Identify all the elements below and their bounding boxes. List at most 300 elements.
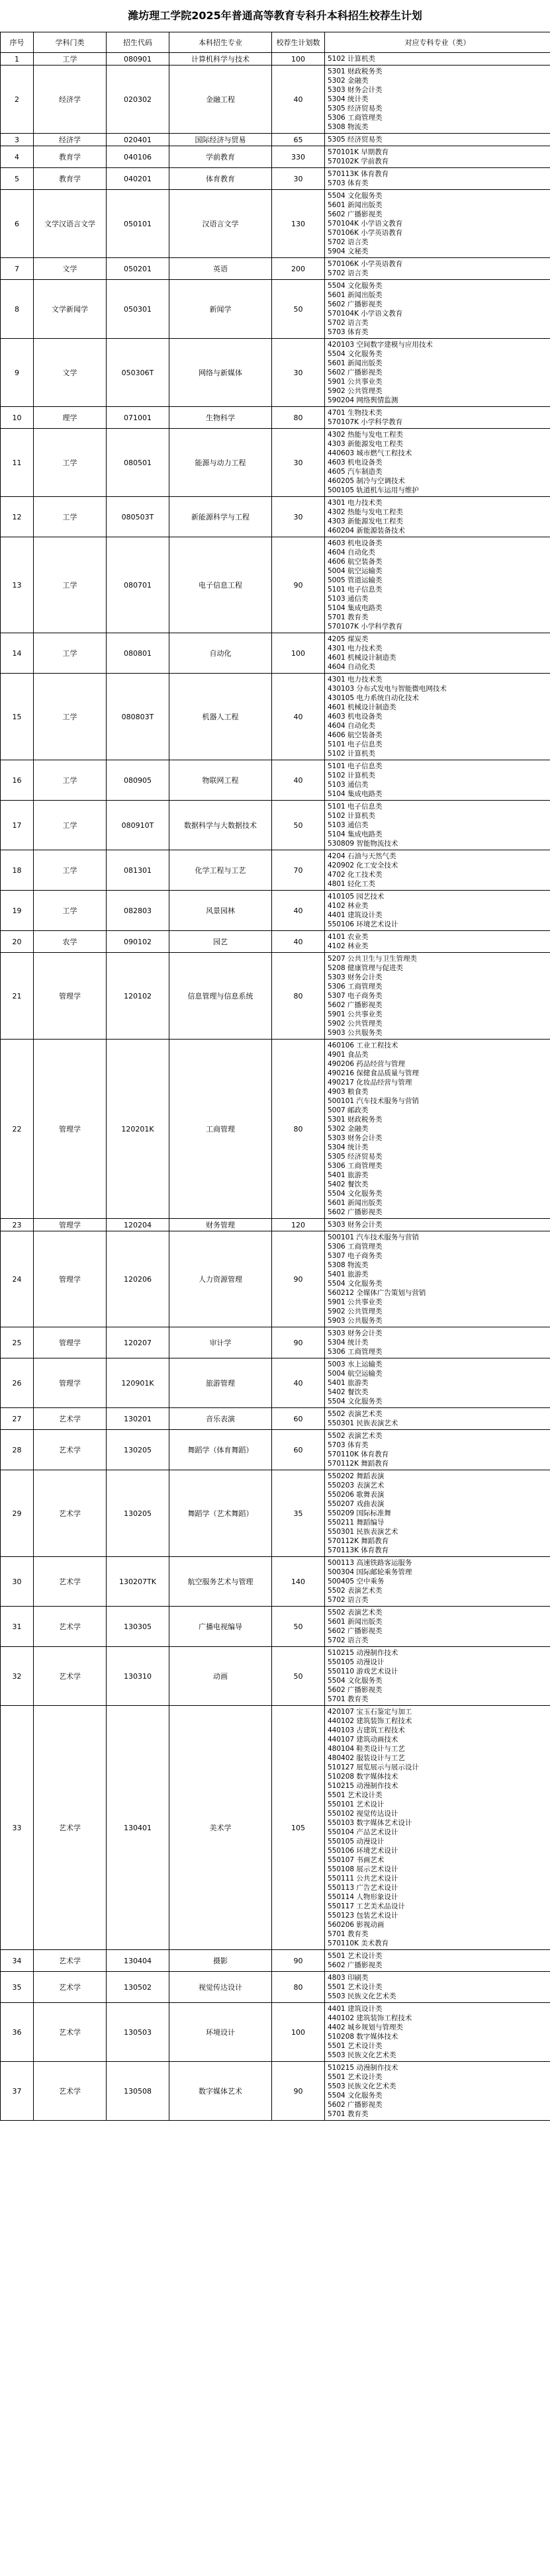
cell-specialties xyxy=(325,339,550,407)
table-row xyxy=(1,429,550,497)
specialty-item: 5502 表演艺术类 xyxy=(328,1587,383,1595)
cell-major: 舞蹈学（艺术舞蹈） xyxy=(169,1470,272,1557)
cell-major: 视觉传达设计 xyxy=(169,1972,272,2003)
specialty-item: 5304 统计类 xyxy=(328,95,369,103)
cell-major: 人力资源管理 xyxy=(169,1231,272,1327)
page-title: 潍坊理工学院2025年普通高等教育专科升本科招生校荐生计划 xyxy=(128,9,422,22)
table-row xyxy=(1,1408,550,1430)
cell-code: 071001 xyxy=(107,407,169,429)
cell-major: 舞蹈学（体育舞蹈） xyxy=(169,1430,272,1470)
cell-plan: 30 xyxy=(272,339,325,407)
specialty-item: 550301 民族表演艺术 xyxy=(328,1528,398,1536)
specialty-item: 410105 园艺技术 xyxy=(328,893,385,901)
specialty-item: 5701 教育类 xyxy=(328,1930,369,1938)
specialty-item: 5504 文化服务类 xyxy=(328,1398,383,1405)
cell-code: 120102 xyxy=(107,953,169,1040)
specialty-item: 440102 建筑装饰工程技术 xyxy=(328,2014,412,2022)
cell-category: 经济学 xyxy=(34,134,107,146)
cell-category: 教育学 xyxy=(34,168,107,190)
cell-category: 艺术学 xyxy=(34,1557,107,1607)
cell-plan: 140 xyxy=(272,1557,325,1607)
specialty-item: 550103 数字媒体艺术设计 xyxy=(328,1819,412,1827)
table-row xyxy=(1,1430,550,1470)
specialty-item: 5602 广播影视类 xyxy=(328,369,383,377)
cell-category: 艺术学 xyxy=(34,1607,107,1647)
table-row xyxy=(1,1950,550,1972)
specialty-item: 4702 化工技术类 xyxy=(328,871,383,879)
cell-specialties xyxy=(325,1950,550,1972)
specialty-item: 550206 歌舞表演 xyxy=(328,1491,385,1499)
cell-no: 34 xyxy=(1,1950,34,1972)
table-row xyxy=(1,1470,550,1557)
cell-category: 理学 xyxy=(34,407,107,429)
cell-major: 审计学 xyxy=(169,1327,272,1358)
cell-no: 23 xyxy=(1,1219,34,1231)
cell-plan: 30 xyxy=(272,429,325,497)
cell-code: 130207TK xyxy=(107,1557,169,1607)
cell-major: 化学工程与工艺 xyxy=(169,850,272,891)
cell-plan: 40 xyxy=(272,931,325,953)
specialty-item: 510208 数字媒体技术 xyxy=(328,1773,398,1781)
cell-plan: 90 xyxy=(272,1327,325,1358)
specialty-item: 5306 工商管理类 xyxy=(328,1243,383,1251)
cell-plan: 65 xyxy=(272,134,325,146)
table-row xyxy=(1,1040,550,1219)
specialty-item: 5102 计算机类 xyxy=(328,750,376,758)
cell-no: 35 xyxy=(1,1972,34,2003)
specialty-item: 570107K 小学科学教育 xyxy=(328,623,403,631)
table-row xyxy=(1,1219,550,1231)
cell-code: 130401 xyxy=(107,1706,169,1950)
cell-plan: 90 xyxy=(272,1231,325,1327)
specialty-item: 550104 产品艺术设计 xyxy=(328,1828,398,1836)
cell-specialties xyxy=(325,1219,550,1231)
cell-no: 24 xyxy=(1,1231,34,1327)
cell-major: 动画 xyxy=(169,1647,272,1706)
cell-no: 15 xyxy=(1,674,34,760)
cell-major: 体育教育 xyxy=(169,168,272,190)
cell-code: 130503 xyxy=(107,2003,169,2062)
specialty-item: 560206 影视动画 xyxy=(328,1921,385,1929)
specialty-item: 5504 文化服务类 xyxy=(328,282,383,290)
specialty-item: 4701 生物技术类 xyxy=(328,409,383,417)
cell-code: 080901 xyxy=(107,53,169,66)
cell-no: 29 xyxy=(1,1470,34,1557)
cell-specialties xyxy=(325,931,550,953)
table-row xyxy=(1,66,550,134)
specialty-item: 4606 航空装备类 xyxy=(328,558,383,566)
specialty-item: 4204 石油与天然气类 xyxy=(328,852,396,860)
specialty-item: 5208 健康管理与促进类 xyxy=(328,964,404,972)
cell-category: 文学新闻学 xyxy=(34,280,107,339)
cell-no: 33 xyxy=(1,1706,34,1950)
specialty-item: 5701 教育类 xyxy=(328,613,369,621)
cell-no: 5 xyxy=(1,168,34,190)
specialty-item: 4604 自动化类 xyxy=(328,663,376,671)
specialty-item: 5502 表演艺术类 xyxy=(328,1432,383,1440)
specialty-item: 5303 财务会计类 xyxy=(328,1134,383,1142)
cell-category: 工学 xyxy=(34,850,107,891)
header-no: 序号 xyxy=(1,32,34,53)
specialty-item: 5703 体育类 xyxy=(328,179,369,187)
cell-plan: 40 xyxy=(272,760,325,801)
specialty-item: 570102K 学前教育 xyxy=(328,157,389,165)
cell-no: 30 xyxy=(1,1557,34,1607)
specialty-item: 5901 公共事业类 xyxy=(328,1010,383,1018)
specialty-item: 4903 粮食类 xyxy=(328,1088,369,1096)
specialty-item: 570106K 小学英语教育 xyxy=(328,260,403,268)
cell-specialties xyxy=(325,134,550,146)
specialty-item: 4603 机电设备类 xyxy=(328,539,383,547)
specialty-item: 550202 舞蹈表演 xyxy=(328,1472,385,1480)
specialty-item: 460205 制冷与空调技术 xyxy=(328,477,405,485)
cell-category: 工学 xyxy=(34,801,107,850)
cell-no: 21 xyxy=(1,953,34,1040)
cell-plan: 50 xyxy=(272,801,325,850)
cell-plan: 35 xyxy=(272,1470,325,1557)
cell-code: 050201 xyxy=(107,258,169,280)
specialty-item: 5501 艺术设计类 xyxy=(328,1983,383,1991)
specialty-item: 5501 艺术设计类 xyxy=(328,1791,383,1799)
cell-code: 130508 xyxy=(107,2062,169,2121)
specialty-item: 550111 公共艺术设计 xyxy=(328,1875,398,1883)
cell-major: 信息管理与信息系统 xyxy=(169,953,272,1040)
cell-no: 19 xyxy=(1,891,34,931)
specialty-item: 510208 数字媒体技术 xyxy=(328,2033,398,2041)
specialty-item: 5004 航空运输类 xyxy=(328,1370,383,1378)
specialty-item: 4302 热能与发电工程类 xyxy=(328,431,404,439)
specialty-item: 5602 广播影视类 xyxy=(328,210,383,218)
cell-major: 园艺 xyxy=(169,931,272,953)
cell-specialties xyxy=(325,1430,550,1470)
cell-code: 120901K xyxy=(107,1358,169,1408)
cell-specialties xyxy=(325,1607,550,1647)
cell-specialties xyxy=(325,1470,550,1557)
cell-specialties xyxy=(325,53,550,66)
specialty-item: 5902 公共管理类 xyxy=(328,1308,383,1315)
cell-code: 120201K xyxy=(107,1040,169,1219)
cell-code: 120207 xyxy=(107,1327,169,1358)
cell-specialties xyxy=(325,190,550,258)
specialty-item: 5302 金融类 xyxy=(328,1125,369,1133)
cell-category: 工学 xyxy=(34,633,107,674)
cell-specialties xyxy=(325,1647,550,1706)
cell-major: 物联网工程 xyxy=(169,760,272,801)
table-row xyxy=(1,407,550,429)
specialty-item: 5602 广播影视类 xyxy=(328,1686,383,1694)
specialty-item: 5402 餐饮类 xyxy=(328,1388,369,1396)
specialty-item: 4102 林业类 xyxy=(328,902,369,910)
cell-code: 080701 xyxy=(107,537,169,633)
specialty-item: 5601 新闻出版类 xyxy=(328,1618,383,1626)
cell-code: 040106 xyxy=(107,146,169,168)
cell-specialties xyxy=(325,1706,550,1950)
cell-plan: 100 xyxy=(272,633,325,674)
specialty-item: 5601 新闻出版类 xyxy=(328,291,383,299)
cell-major: 国际经济与贸易 xyxy=(169,134,272,146)
specialty-item: 5305 经济贸易类 xyxy=(328,1153,383,1161)
specialty-item: 570107K 小学科学教育 xyxy=(328,418,403,426)
cell-category: 管理学 xyxy=(34,1231,107,1327)
cell-no: 14 xyxy=(1,633,34,674)
specialty-item: 4401 建筑设计类 xyxy=(328,2005,383,2013)
cell-no: 25 xyxy=(1,1327,34,1358)
specialty-item: 5703 体育类 xyxy=(328,1441,369,1449)
specialty-item: 550107 书画艺术 xyxy=(328,1856,385,1864)
cell-code: 040201 xyxy=(107,168,169,190)
specialty-item: 5702 语言类 xyxy=(328,1636,369,1644)
specialty-item: 430103 分布式发电与智能微电网技术 xyxy=(328,685,447,693)
specialty-item: 5308 物流类 xyxy=(328,1261,369,1269)
specialty-item: 5102 计算机类 xyxy=(328,812,376,820)
table-row xyxy=(1,2003,550,2062)
cell-major: 网络与新媒体 xyxy=(169,339,272,407)
cell-plan: 40 xyxy=(272,891,325,931)
specialty-item: 5902 公共管理类 xyxy=(328,1020,383,1028)
cell-major: 数字媒体艺术 xyxy=(169,2062,272,2121)
specialty-item: 5304 统计类 xyxy=(328,1339,369,1347)
specialty-item: 4605 汽车制造类 xyxy=(328,468,383,476)
specialty-item: 5501 艺术设计类 xyxy=(328,2042,383,2050)
specialty-item: 5306 工商管理类 xyxy=(328,1348,383,1356)
specialty-item: 550211 舞蹈编导 xyxy=(328,1519,385,1527)
specialty-item: 550113 广告艺术设计 xyxy=(328,1884,398,1892)
cell-plan: 30 xyxy=(272,497,325,537)
cell-code: 130205 xyxy=(107,1470,169,1557)
cell-no: 13 xyxy=(1,537,34,633)
table-row xyxy=(1,146,550,168)
specialty-item: 5602 广播影视类 xyxy=(328,1627,383,1635)
cell-specialties xyxy=(325,1040,550,1219)
cell-specialties xyxy=(325,891,550,931)
specialty-item: 4402 城乡规划与管理类 xyxy=(328,2023,404,2031)
cell-code: 120206 xyxy=(107,1231,169,1327)
specialty-item: 570106K 小学英语教育 xyxy=(328,229,403,237)
specialty-item: 570110K 美术教育 xyxy=(328,1939,389,1947)
cell-category: 农学 xyxy=(34,931,107,953)
specialty-item: 5102 计算机类 xyxy=(328,772,376,779)
specialty-item: 5301 财政税务类 xyxy=(328,1116,383,1124)
specialty-item: 500105 轨道机车运用与维护 xyxy=(328,486,419,494)
table-row xyxy=(1,339,550,407)
table-row xyxy=(1,891,550,931)
cell-category: 艺术学 xyxy=(34,2062,107,2121)
cell-major: 学前教育 xyxy=(169,146,272,168)
table-row xyxy=(1,258,550,280)
cell-code: 130310 xyxy=(107,1647,169,1706)
table-row xyxy=(1,801,550,850)
cell-plan: 80 xyxy=(272,1040,325,1219)
specialty-item: 4603 机电设备类 xyxy=(328,459,383,466)
cell-major: 计算机科学与技术 xyxy=(169,53,272,66)
cell-no: 22 xyxy=(1,1040,34,1219)
cell-code: 020401 xyxy=(107,134,169,146)
specialty-item: 5104 集成电路类 xyxy=(328,604,383,612)
specialty-item: 5007 邮政类 xyxy=(328,1106,369,1114)
cell-specialties xyxy=(325,801,550,850)
specialty-item: 4603 机电设备类 xyxy=(328,713,383,721)
cell-category: 管理学 xyxy=(34,1327,107,1358)
specialty-item: 5307 电子商务类 xyxy=(328,1252,383,1260)
specialty-item: 5602 广播影视类 xyxy=(328,300,383,308)
table-row xyxy=(1,53,550,66)
table-row xyxy=(1,537,550,633)
table-row xyxy=(1,190,550,258)
cell-code: 020302 xyxy=(107,66,169,134)
cell-major: 环境设计 xyxy=(169,2003,272,2062)
cell-category: 艺术学 xyxy=(34,1950,107,1972)
cell-plan: 60 xyxy=(272,1408,325,1430)
cell-no: 10 xyxy=(1,407,34,429)
specialty-item: 4601 机械设计制造类 xyxy=(328,654,396,662)
cell-specialties xyxy=(325,407,550,429)
cell-category: 工学 xyxy=(34,429,107,497)
cell-code: 081301 xyxy=(107,850,169,891)
specialty-item: 5901 公共事业类 xyxy=(328,1298,383,1306)
specialty-item: 5104 集成电路类 xyxy=(328,790,383,798)
cell-plan: 40 xyxy=(272,66,325,134)
specialty-item: 5308 物流类 xyxy=(328,123,369,131)
specialty-item: 5303 财务会计类 xyxy=(328,973,383,981)
cell-no: 26 xyxy=(1,1358,34,1408)
cell-major: 旅游管理 xyxy=(169,1358,272,1408)
table-row xyxy=(1,1647,550,1706)
specialty-item: 4604 自动化类 xyxy=(328,722,376,730)
specialty-item: 5102 计算机类 xyxy=(328,55,376,63)
cell-no: 20 xyxy=(1,931,34,953)
table-header-row xyxy=(1,32,550,53)
specialty-item: 4601 机械设计制造类 xyxy=(328,703,396,711)
cell-plan: 50 xyxy=(272,1647,325,1706)
cell-category: 工学 xyxy=(34,674,107,760)
table-row xyxy=(1,1327,550,1358)
specialty-item: 460106 工业工程技术 xyxy=(328,1042,398,1049)
table-row xyxy=(1,760,550,801)
specialty-item: 550108 展示艺术设计 xyxy=(328,1865,398,1873)
cell-category: 艺术学 xyxy=(34,1647,107,1706)
specialty-item: 550102 视觉传达设计 xyxy=(328,1810,398,1818)
cell-specialties xyxy=(325,1327,550,1358)
specialty-item: 550106 环境艺术设计 xyxy=(328,920,398,928)
cell-code: 082803 xyxy=(107,891,169,931)
cell-code: 080503T xyxy=(107,497,169,537)
specialty-item: 550110 游戏艺术设计 xyxy=(328,1667,398,1675)
specialty-item: 4301 电力技术类 xyxy=(328,499,383,507)
table-row xyxy=(1,280,550,339)
specialty-item: 510127 展览展示与展示设计 xyxy=(328,1763,419,1771)
specialty-item: 5601 新闻出版类 xyxy=(328,359,383,367)
specialty-item: 5501 艺术设计类 xyxy=(328,2073,383,2081)
specialty-item: 5307 电子商务类 xyxy=(328,992,383,1000)
cell-plan: 60 xyxy=(272,1430,325,1470)
cell-specialties xyxy=(325,2062,550,2121)
specialty-item: 5504 文化服务类 xyxy=(328,350,383,358)
specialty-item: 5304 统计类 xyxy=(328,1143,369,1151)
specialty-item: 550117 工艺美术品设计 xyxy=(328,1902,405,1910)
cell-no: 9 xyxy=(1,339,34,407)
specialty-item: 5207 公共卫生与卫生管理类 xyxy=(328,955,418,963)
table-row xyxy=(1,1358,550,1408)
table-row xyxy=(1,134,550,146)
specialty-item: 5902 公共管理类 xyxy=(328,387,383,395)
specialty-item: 500405 空中乘务 xyxy=(328,1577,385,1585)
header-category: 学科门类 xyxy=(34,32,107,53)
specialty-item: 550114 人物形象设计 xyxy=(328,1893,398,1901)
table-row xyxy=(1,497,550,537)
cell-category: 经济学 xyxy=(34,66,107,134)
specialty-item: 5103 通信类 xyxy=(328,821,369,829)
specialty-item: 440603 城市燃气工程技术 xyxy=(328,449,412,457)
specialty-item: 5303 财务会计类 xyxy=(328,86,383,94)
specialty-item: 510215 动漫制作技术 xyxy=(328,1782,398,1790)
specialty-item: 4101 农业类 xyxy=(328,933,369,941)
cell-specialties xyxy=(325,953,550,1040)
cell-code: 130205 xyxy=(107,1430,169,1470)
specialty-item: 5302 金融类 xyxy=(328,77,369,85)
cell-no: 18 xyxy=(1,850,34,891)
cell-major: 自动化 xyxy=(169,633,272,674)
cell-category: 管理学 xyxy=(34,953,107,1040)
specialty-item: 5904 文秘类 xyxy=(328,247,369,255)
cell-major: 广播电视编导 xyxy=(169,1607,272,1647)
specialty-item: 550207 戏曲表演 xyxy=(328,1500,385,1508)
specialty-item: 5702 语言类 xyxy=(328,269,369,277)
cell-plan: 40 xyxy=(272,1358,325,1408)
specialty-item: 5103 通信类 xyxy=(328,781,369,789)
cell-plan: 100 xyxy=(272,2003,325,2062)
cell-category: 艺术学 xyxy=(34,1706,107,1950)
specialty-item: 5501 艺术设计类 xyxy=(328,1952,383,1960)
cell-code: 050101 xyxy=(107,190,169,258)
cell-specialties xyxy=(325,1408,550,1430)
specialty-item: 590204 网络舆情监测 xyxy=(328,396,398,404)
specialty-item: 550105 动漫设计 xyxy=(328,1838,385,1845)
cell-major: 风景园林 xyxy=(169,891,272,931)
specialty-item: 570101K 早期教育 xyxy=(328,148,389,156)
specialty-item: 5903 公共服务类 xyxy=(328,1317,383,1325)
cell-category: 工学 xyxy=(34,497,107,537)
cell-code: 050301 xyxy=(107,280,169,339)
specialty-item: 5101 电子信息类 xyxy=(328,762,383,770)
specialty-item: 5005 管道运输类 xyxy=(328,576,383,584)
cell-category: 工学 xyxy=(34,53,107,66)
cell-plan: 130 xyxy=(272,190,325,258)
cell-specialties xyxy=(325,280,550,339)
cell-no: 3 xyxy=(1,134,34,146)
cell-category: 艺术学 xyxy=(34,2003,107,2062)
specialty-item: 570104K 小学语文教育 xyxy=(328,310,403,318)
specialty-item: 4102 林业类 xyxy=(328,942,369,950)
specialty-item: 5602 广播影视类 xyxy=(328,1961,383,1969)
table-row xyxy=(1,674,550,760)
specialty-item: 5004 航空运输类 xyxy=(328,567,383,575)
specialty-item: 570110K 体育教育 xyxy=(328,1450,389,1458)
cell-category: 教育学 xyxy=(34,146,107,168)
specialty-item: 510215 动漫制作技术 xyxy=(328,2064,398,2072)
cell-plan: 50 xyxy=(272,1607,325,1647)
header-major: 本科招生专业 xyxy=(169,32,272,53)
specialty-item: 480104 鞋类设计与工艺 xyxy=(328,1745,405,1753)
cell-major: 新闻学 xyxy=(169,280,272,339)
cell-code: 090102 xyxy=(107,931,169,953)
cell-category: 文学 xyxy=(34,258,107,280)
cell-no: 36 xyxy=(1,2003,34,2062)
specialty-item: 5701 教育类 xyxy=(328,2110,369,2118)
specialty-item: 5101 电子信息类 xyxy=(328,740,383,748)
specialty-item: 5601 新闻出版类 xyxy=(328,201,383,209)
cell-major: 英语 xyxy=(169,258,272,280)
specialty-item: 5306 工商管理类 xyxy=(328,114,383,122)
